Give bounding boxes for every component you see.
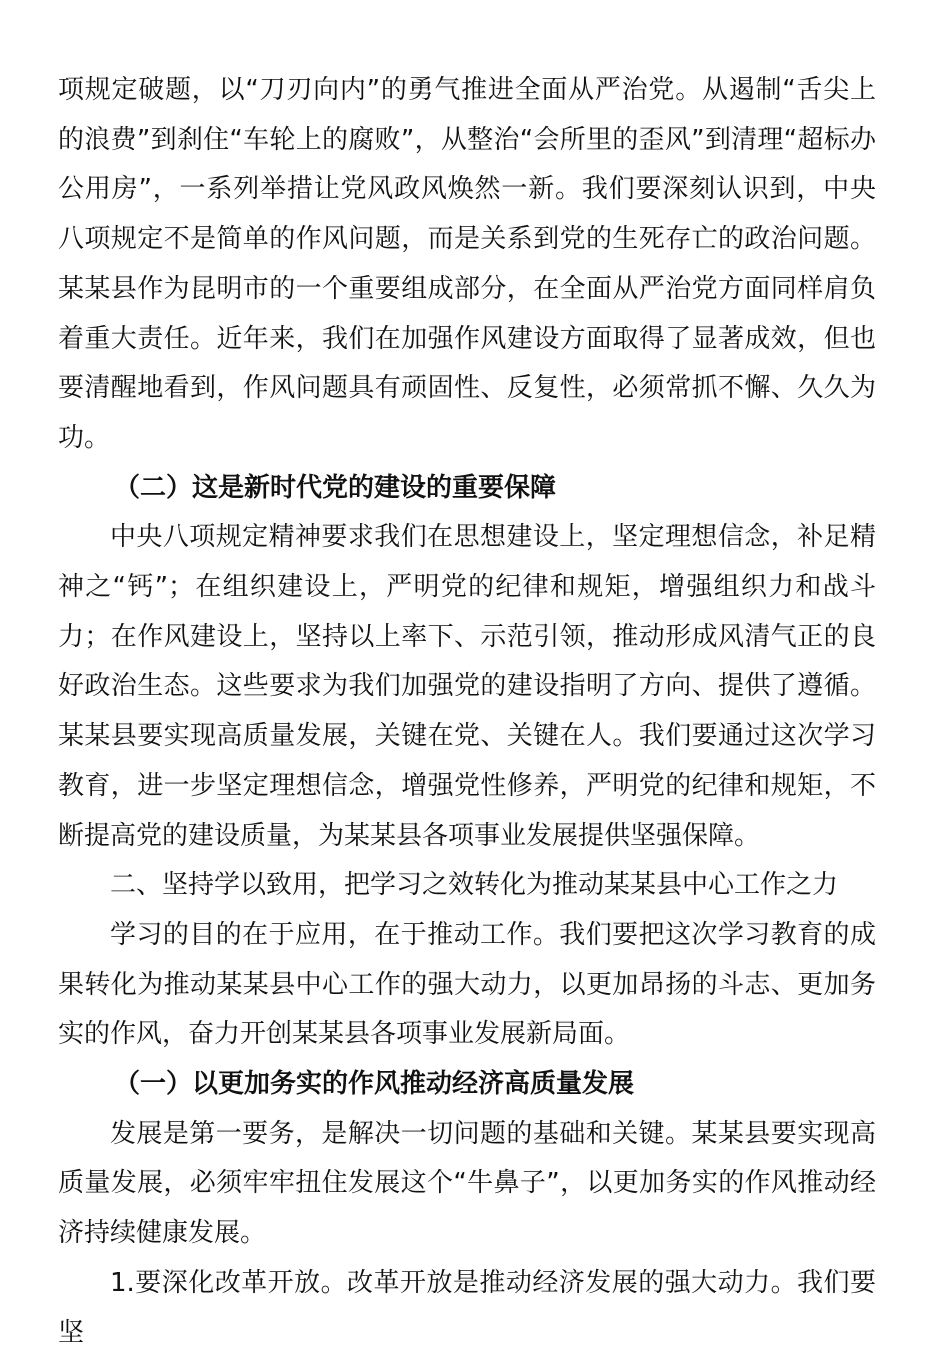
body-paragraph: 项规定破题，以“刀刃向内”的勇气推进全面从严治党。从遏制“舌尖上的浪费”到刹住“车轮上的腐败”，从整治“会所里的歪风”到清理“超标办公用房”，一系列举措让党风政风焕然一新。我们要深刻认识到，中央八项规定不是简单的作风问题，而是关系到党的生死存亡的政治问题。某某县作为昆明市的一个重要组成部分，在全面从严治党方面同样肩负着重大责任。近年来，我们在加强作风建设方面取得了显著成效，但也要清醒地看到，作风问题具有顽固性、反复性，必须常抓不懈、久久为功。 xyxy=(58,75,876,453)
subheading-2: （二）这是新时代党的建设的重要保障 xyxy=(114,472,557,503)
body-paragraph: 1.要深化改革开放。改革开放是推动经济发展的强大动力。我们要坚 xyxy=(58,1267,876,1348)
body-paragraph: 发展是第一要务，是解决一切问题的基础和关键。某某县要实现高质量发展，必须牢牢扭住发展这个“牛鼻子”，以更加务实的作风推动经济持续健康发展。 xyxy=(58,1118,876,1249)
body-paragraph: 中央八项规定精神要求我们在思想建设上，坚定理想信念，补足精神之“钙”；在组织建设上，严明党的纪律和规矩，增强组织力和战斗力；在作风建设上，坚持以上率下、示范引领，推动形成风清气正的良好政治生态。这些要求为我们加强党的建设指明了方向、提供了遵循。某某县要实现高质量发展，关键在党、关键在人。我们要通过这次学习教育，进一步坚定理想信念，增强党性修养，严明党的纪律和规矩，不断提高党的建设质量，为某某县各项事业发展提供坚强保障。 xyxy=(58,522,876,851)
section-heading-2: 二、坚持学以致用，把学习之效转化为推动某某县中心工作之力 xyxy=(110,870,839,901)
body-paragraph: 学习的目的在于应用，在于推动工作。我们要把这次学习教育的成果转化为推动某某县中心工作的强大动力，以更加昂扬的斗志、更加务实的作风，奋力开创某某县各项事业发展新局面。 xyxy=(58,919,876,1050)
subheading-1: （一）以更加务实的作风推动经济高质量发展 xyxy=(114,1069,635,1100)
document-page xyxy=(58,66,876,1358)
